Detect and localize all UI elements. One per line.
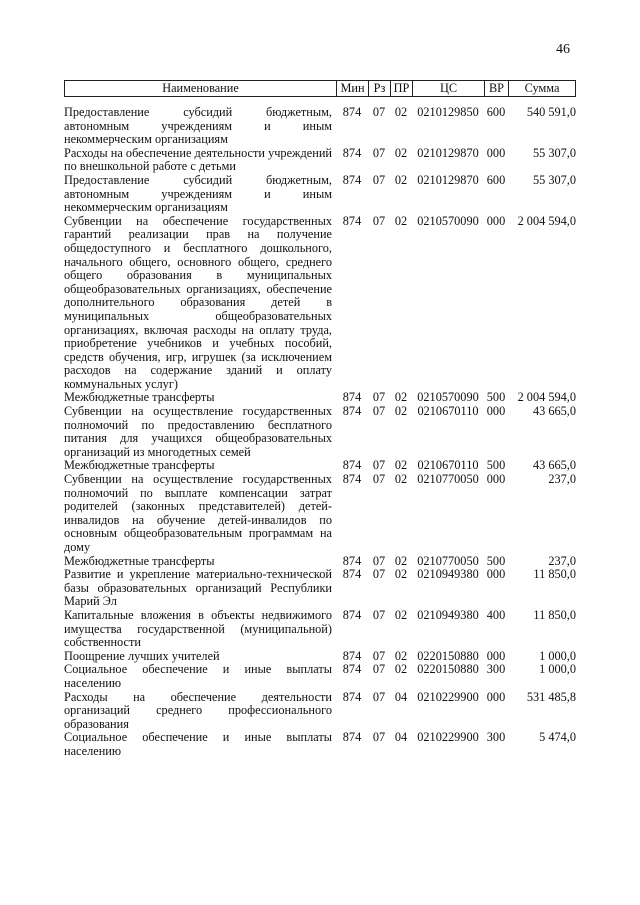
table-row (64, 174, 576, 215)
cell-rz: 07 (372, 404, 386, 419)
cell-pr: 04 (394, 689, 408, 704)
table-row (64, 609, 576, 650)
cell-rz: 07 (372, 172, 386, 187)
cell-sum: 531 485,8 (526, 689, 576, 704)
cell-pr: 02 (394, 404, 408, 419)
cell-min: 874 (342, 213, 362, 228)
cell-cs: 0220150880 (417, 648, 479, 663)
cell-rz: 07 (372, 213, 386, 228)
cell-vr: 000 (486, 472, 506, 487)
cell-rz: 07 (372, 105, 386, 119)
cell-cs: 0210570090 (417, 213, 479, 228)
cell-vr: 000 (486, 567, 506, 582)
cell-sum: 55 307,0 (532, 172, 576, 187)
cell-vr: 300 (486, 662, 506, 677)
table-row (64, 147, 576, 174)
header-cs: ЦС (412, 80, 484, 97)
cell-cs: 0210129870 (417, 172, 479, 187)
cell-pr: 02 (394, 145, 408, 160)
budget-table (64, 80, 576, 759)
cell-name: Расходы на обеспечение деятельности организаций среднего профессионального образования (64, 689, 332, 731)
table-row (64, 106, 576, 147)
cell-min: 874 (342, 730, 362, 745)
cell-cs: 0210129870 (417, 145, 479, 160)
cell-min: 874 (342, 689, 362, 704)
page-number: 46 (556, 42, 570, 57)
cell-min: 874 (342, 553, 362, 568)
cell-name: Предоставление субсидий бюджетным, автономным учреждениям и иным некоммерческим организациям (64, 105, 332, 147)
cell-cs: 0220150880 (417, 662, 479, 677)
cell-rz: 07 (372, 662, 386, 677)
cell-sum: 11 850,0 (533, 567, 576, 582)
cell-rz: 07 (372, 390, 386, 405)
cell-name: Поощрение лучших учителей (64, 648, 220, 663)
table-row (64, 650, 576, 664)
cell-cs: 0210129850 (417, 105, 479, 119)
cell-pr: 02 (394, 567, 408, 582)
cell-sum: 2 004 594,0 (517, 390, 576, 405)
cell-min: 874 (342, 662, 362, 677)
header-sum: Сумма (508, 80, 576, 97)
cell-min: 874 (342, 404, 362, 419)
cell-rz: 07 (372, 648, 386, 663)
cell-rz: 07 (372, 607, 386, 622)
header-vr: ВР (484, 80, 508, 97)
cell-name: Социальное обеспечение и иные выплаты населению (64, 662, 332, 690)
cell-min: 874 (342, 105, 362, 119)
cell-cs: 0210770050 (417, 553, 479, 568)
cell-name: Межбюджетные трансферты (64, 458, 215, 473)
cell-name: Социальное обеспечение и иные выплаты населению (64, 730, 332, 758)
cell-name: Межбюджетные трансферты (64, 390, 215, 405)
cell-cs: 0210770050 (417, 472, 479, 487)
cell-pr: 02 (394, 390, 408, 405)
table-row (64, 215, 576, 392)
cell-sum: 1 000,0 (539, 662, 576, 677)
cell-pr: 04 (394, 730, 408, 745)
table-row (64, 391, 576, 405)
cell-min: 874 (342, 172, 362, 187)
header-rz: Рз (368, 80, 390, 97)
table-row (64, 663, 576, 690)
cell-name: Предоставление субсидий бюджетным, автономным учреждениям и иным некоммерческим организациям (64, 172, 332, 215)
cell-pr: 02 (394, 105, 408, 119)
cell-sum: 55 307,0 (532, 145, 576, 160)
cell-rz: 07 (372, 145, 386, 160)
table-header (64, 80, 576, 97)
cell-name: Развитие и укрепление материально-технической базы образовательных организаций Республики Марий Эл (64, 567, 332, 609)
cell-pr: 02 (394, 607, 408, 622)
cell-name: Субвенции на обеспечение государственных гарантий реализации прав на получение общедоступного и бесплатного дошкольного, начального общего, основного общего, среднего общего образования в муниципальных общеобразовательных организациях, обеспечение дополнительного образования детей в муниципальных общеобразовательных организациях, включая расходы на оплату труда, приобретение учебников и учебных пособий, средств обучения, игр, игрушек (за исключением расходов на содержание зданий и оплату коммунальных услуг) (64, 213, 332, 391)
cell-pr: 02 (394, 213, 408, 228)
table-row (64, 555, 576, 569)
cell-min: 874 (342, 567, 362, 582)
cell-vr: 600 (486, 172, 506, 187)
cell-vr: 000 (486, 404, 506, 419)
cell-vr: 000 (486, 213, 506, 228)
cell-rz: 07 (372, 689, 386, 704)
cell-pr: 02 (394, 458, 408, 473)
table-row (64, 691, 576, 732)
cell-name: Субвенции на осуществление государственных полномочий по предоставлению бесплатного питания для учащихся общеобразовательных организаций из многодетных семей (64, 404, 332, 459)
cell-min: 874 (342, 607, 362, 622)
table-row (64, 405, 576, 459)
cell-min: 874 (342, 390, 362, 405)
table-row (64, 731, 576, 758)
cell-cs: 0210949380 (417, 567, 479, 582)
cell-vr: 000 (486, 648, 506, 663)
table-row (64, 568, 576, 609)
header-pr: ПР (390, 80, 412, 97)
cell-cs: 0210670110 (417, 404, 479, 419)
cell-sum: 1 000,0 (539, 648, 576, 663)
cell-vr: 600 (486, 105, 506, 119)
cell-vr: 500 (486, 390, 506, 405)
cell-min: 874 (342, 145, 362, 160)
cell-rz: 07 (372, 567, 386, 582)
cell-name: Субвенции на осуществление государственных полномочий по выплате компенсации затрат родителей (законных представителей) детей-инвалидов на обучение детей-инвалидов по основным общеобразовательным программам на дому (64, 472, 332, 554)
cell-sum: 43 665,0 (532, 458, 576, 473)
header-name: Наименование (64, 80, 336, 97)
cell-pr: 02 (394, 172, 408, 187)
cell-pr: 02 (394, 648, 408, 663)
cell-rz: 07 (372, 472, 386, 487)
cell-vr: 400 (486, 607, 506, 622)
cell-rz: 07 (372, 730, 386, 745)
cell-pr: 02 (394, 472, 408, 487)
cell-sum: 2 004 594,0 (517, 213, 576, 228)
table-row (64, 459, 576, 473)
cell-pr: 02 (394, 662, 408, 677)
cell-min: 874 (342, 648, 362, 663)
cell-pr: 02 (394, 553, 408, 568)
cell-cs: 0210229900 (417, 689, 479, 704)
cell-cs: 0210570090 (417, 390, 479, 405)
table-body (64, 106, 576, 759)
cell-rz: 07 (372, 553, 386, 568)
cell-sum: 11 850,0 (533, 607, 576, 622)
cell-vr: 500 (486, 458, 506, 473)
cell-min: 874 (342, 472, 362, 487)
cell-rz: 07 (372, 458, 386, 473)
cell-sum: 237,0 (548, 553, 576, 568)
table-row (64, 473, 576, 555)
cell-sum: 5 474,0 (539, 730, 576, 745)
cell-vr: 000 (486, 689, 506, 704)
cell-cs: 0210229900 (417, 730, 479, 745)
cell-cs: 0210949380 (417, 607, 479, 622)
cell-vr: 000 (486, 145, 506, 160)
cell-sum: 540 591,0 (526, 105, 576, 119)
header-min: Мин (336, 80, 368, 97)
cell-vr: 300 (486, 730, 506, 745)
cell-sum: 43 665,0 (532, 404, 576, 419)
cell-cs: 0210670110 (417, 458, 479, 473)
cell-min: 874 (342, 458, 362, 473)
cell-name: Расходы на обеспечение деятельности учреждений по внешкольной работе с детьми (64, 145, 332, 174)
cell-name: Межбюджетные трансферты (64, 553, 215, 568)
cell-vr: 500 (486, 553, 506, 568)
cell-name: Капитальные вложения в объекты недвижимого имущества государственной (муниципальной) собственности (64, 607, 332, 650)
cell-sum: 237,0 (548, 472, 576, 487)
